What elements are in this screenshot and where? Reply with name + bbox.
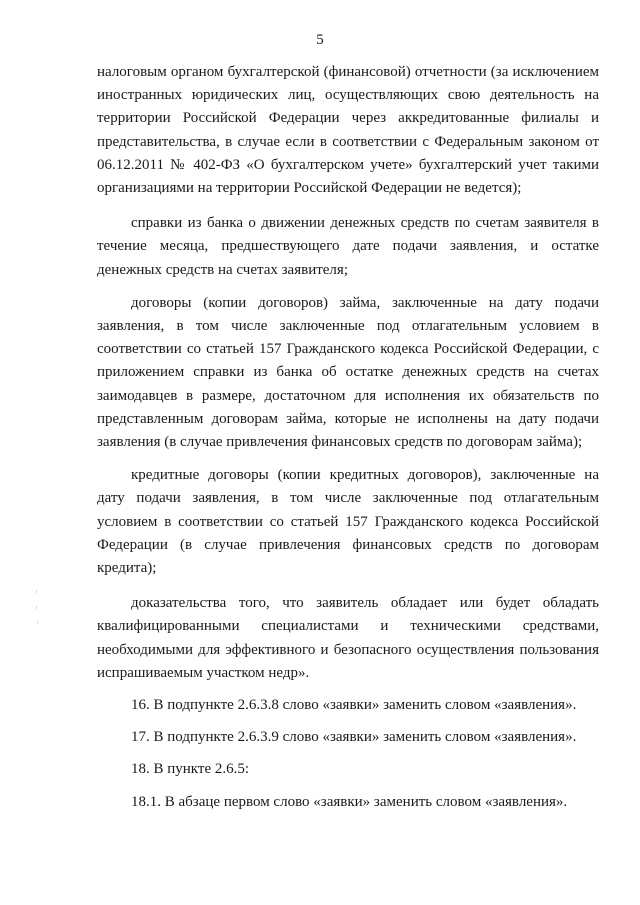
document-body <box>97 61 599 814</box>
scan-edge-mark <box>37 621 38 624</box>
paragraph-evidence-of-resources: доказательства того, что заявитель обладает или будет обладать квалифицированными специалистами и техническими средствами, необходимыми для эффективного и безопасного осуществления пользования испрашиваемым участком недр». <box>97 595 599 681</box>
scan-edge-mark <box>36 606 37 609</box>
paragraph-accounting-statements: налоговым органом бухгалтерской (финансовой) отчетности (за исключением иностранных юридических лиц, осуществляющих свою деятельность на территории Российской Федерации через аккредитованные филиалы и представительства, в случае если в соответствии с Федеральным законом от 06.12.2011 № 402-ФЗ «О бухгалтерском учете» бухгалтерский учет такими организациями на территории Российской Федерации не ведется); <box>97 64 599 197</box>
scan-edge-mark <box>36 590 37 593</box>
page-number: 5 <box>316 32 324 48</box>
paragraph-loan-agreements: договоры (копии договоров) займа, заключенные на дату подачи заявления, в том числе заключенные под отлагательным условием в соответствии со статьей 157 Гражданского кодекса Российской Федерации, с приложением справки из банка об остатке денежных средств на счетах заимодавцев в размере, достаточном для исполнения их обязательств по представленным договорам займа, которые не исполнены на дату подачи заявления (в случае привлечения финансовых средств по договорам займа); <box>97 294 599 451</box>
paragraph-item-18: 18. В пункте 2.6.5: <box>131 761 250 778</box>
paragraph-credit-agreements: кредитные договоры (копии кредитных договоров), заключенные на дату подачи заявления, в том числе заключенные под отлагательным условием в соответствии со статьей 157 Гражданского кодекса Российской Федерации (в случае привлечения финансовых средств по договорам кредита); <box>97 467 599 577</box>
paragraph-bank-statements: справки из банка о движении денежных средств по счетам заявителя в течение месяца, предшествующего дате подачи заявления, и остатке денежных средств на счетах заявителя; <box>97 215 599 278</box>
paragraph-item-17: 17. В подпункте 2.6.3.9 слово «заявки» заменить словом «заявления». <box>131 729 577 746</box>
paragraph-item-18-1: 18.1. В абзаце первом слово «заявки» заменить словом «заявления». <box>131 793 568 810</box>
paragraph-item-16: 16. В подпункте 2.6.3.8 слово «заявки» заменить словом «заявления». <box>131 697 577 714</box>
